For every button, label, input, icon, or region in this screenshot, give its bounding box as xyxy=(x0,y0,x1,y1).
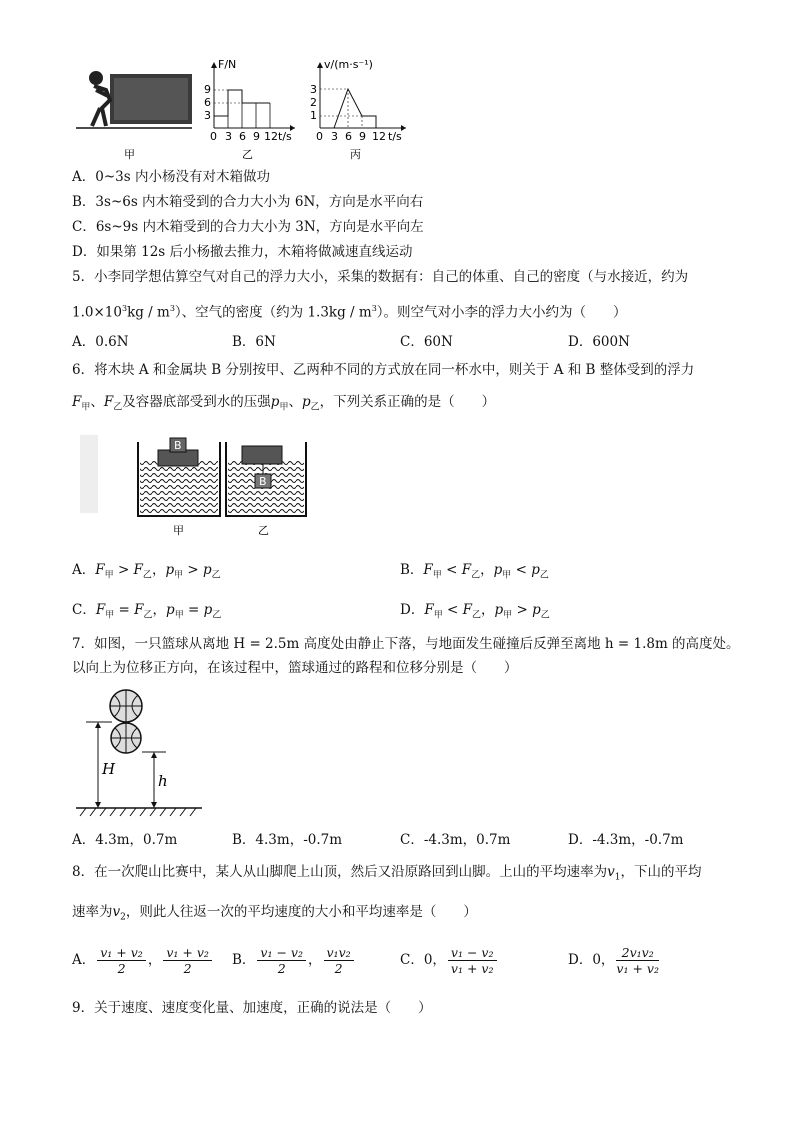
q8-stem-line1: 8．在一次爬山比赛中，某人从山脚爬上山顶，然后又沿原路回到山脚。上山的平均速率为$v_1$，下山的平均 xyxy=(72,864,702,883)
q5-stem-line2: $1.0\times 10^3kg / m^3$）、空气的密度（约为 $1.3kg / m^3$）。则空气对小李的浮力大小约为（ ） xyxy=(72,304,627,321)
figure-jia-caption: 甲 xyxy=(124,148,135,161)
q7-stem-line2: 以向上为位移正方向，在该过程中，篮球通过的路程和位移分别是（ ） xyxy=(72,660,518,676)
q6-stem-line2: $F_甲$、$F_乙$及容器底部受到水的压强$p_甲$、$p_乙$，下列关系正确的是（ ） xyxy=(72,394,496,413)
yi-xtick: 0 xyxy=(210,130,217,143)
yi-y-axis-label: F/N xyxy=(218,58,237,71)
basketball-icon xyxy=(111,723,141,753)
q7-option-c: C．-4.3m，0.7m xyxy=(400,832,511,848)
q7-stem-line1: 7．如图，一只篮球从离地 H = 2.5m 高度处由静止下落，与地面发生碰撞后反弹至离地 h = 1.8m 的高度处。 xyxy=(72,636,740,652)
yi-ytick: 6 xyxy=(204,96,211,109)
label-h: h xyxy=(158,772,168,790)
q6-figure-containers xyxy=(72,430,312,540)
q5-option-b: B．6N xyxy=(232,334,276,350)
label-H: H xyxy=(102,760,116,778)
yi-xtick: 12 xyxy=(264,130,278,143)
yi-xtick: 6 xyxy=(239,130,246,143)
container-jia xyxy=(138,438,220,537)
jia-block-b-label: B xyxy=(174,439,182,452)
yi-x-axis-label: t/s xyxy=(278,130,292,143)
bing-ytick: 1 xyxy=(310,109,317,122)
bing-xtick: 6 xyxy=(345,130,352,143)
basketball-icon xyxy=(110,690,142,722)
q6-option-a: A．$F_甲 > F_乙$，$p_甲 > p_乙$ xyxy=(72,562,221,581)
q5-option-c: C．60N xyxy=(400,334,453,350)
q7-option-a: A．4.3m，0.7m xyxy=(72,832,178,848)
q6-option-b: B．$F_甲 < F_乙$，$p_甲 < p_乙$ xyxy=(400,562,549,581)
yi-xtick: 9 xyxy=(253,130,260,143)
yi-ytick: 3 xyxy=(204,109,211,122)
bing-xtick: 0 xyxy=(316,130,323,143)
q5-option-a: A．0.6N xyxy=(72,334,129,350)
q8-option-d: D．0， $\frac{\text{2v₁v₂}}{\text{v₁ + v₂}}$ xyxy=(568,945,659,976)
figure-jia-caption: 甲 xyxy=(173,524,184,537)
bing-y-axis-label: v/(m·s⁻¹) xyxy=(324,58,373,71)
container-yi xyxy=(226,442,306,537)
bing-xtick: 12 xyxy=(372,130,386,143)
q6-option-d: D．$F_甲 < F_乙$，$p_甲 > p_乙$ xyxy=(400,602,550,621)
yi-block-b-label: B xyxy=(259,475,267,488)
q4-option-d: D．如果第 12s 后小杨撤去推力，木箱将做减速直线运动 xyxy=(72,244,413,260)
figure-bing-caption: 丙 xyxy=(350,148,361,161)
figure-jia-person-pushing-box xyxy=(76,71,192,128)
figure-yi-force-time-graph xyxy=(204,58,295,161)
q8-stem-line2: 速率为$v_2$，则此人往返一次的平均速度的大小和平均速率是（ ） xyxy=(72,904,477,923)
q8-option-c: C．0， $\frac{\text{v₁ − v₂}}{\text{v₁ + v₂}}$ xyxy=(400,945,499,976)
top-figures xyxy=(72,56,432,168)
q6-option-c: C．$F_甲 = F_乙$，$p_甲 = p_乙$ xyxy=(72,602,222,621)
q7-figure-basketball xyxy=(72,686,212,818)
bing-ytick: 3 xyxy=(310,83,317,96)
q5-option-d: D．600N xyxy=(568,334,630,350)
yi-ytick: 9 xyxy=(204,83,211,96)
q9-stem: 9．关于速度、速度变化量、加速度，正确的说法是（ ） xyxy=(72,1000,432,1016)
figure-yi-caption: 乙 xyxy=(258,524,269,537)
q7-option-d: D．-4.3m，-0.7m xyxy=(568,832,684,848)
figure-yi-caption: 乙 xyxy=(242,148,253,161)
q5-stem-line1: 5．小李同学想估算空气对自己的浮力大小，采集的数据有：自己的体重、自己的密度（与水接近，约为 xyxy=(72,269,689,285)
bing-x-axis-label: t/s xyxy=(388,130,402,143)
bing-xtick: 3 xyxy=(331,130,338,143)
q8-option-b: B． $\frac{\text{v₁ − v₂}}{2}$ ， $\frac{\text{v₁v₂}}{2}$ xyxy=(232,945,356,976)
q4-option-c: C．6s~9s 内木箱受到的合力大小为 3N，方向是水平向左 xyxy=(72,219,424,235)
figure-bing-velocity-time-graph xyxy=(310,58,406,161)
q8-option-a: A． $\frac{\text{v₁ + v₂}}{2}$ ， $\frac{\text{v₁ + v₂}}{2}$ xyxy=(72,945,214,976)
bing-xtick: 9 xyxy=(359,130,366,143)
q7-option-b: B．4.3m，-0.7m xyxy=(232,832,343,848)
q6-stem-line1: 6．将木块 A 和金属块 B 分别按甲、乙两种不同的方式放在同一杯水中，则关于 A 和 B 整体受到的浮力 xyxy=(72,362,695,378)
q4-option-a: A．0~3s 内小杨没有对木箱做功 xyxy=(72,169,270,185)
yi-xtick: 3 xyxy=(225,130,232,143)
bing-ytick: 2 xyxy=(310,96,317,109)
q4-option-b: B．3s~6s 内木箱受到的合力大小为 6N，方向是水平向右 xyxy=(72,194,424,210)
